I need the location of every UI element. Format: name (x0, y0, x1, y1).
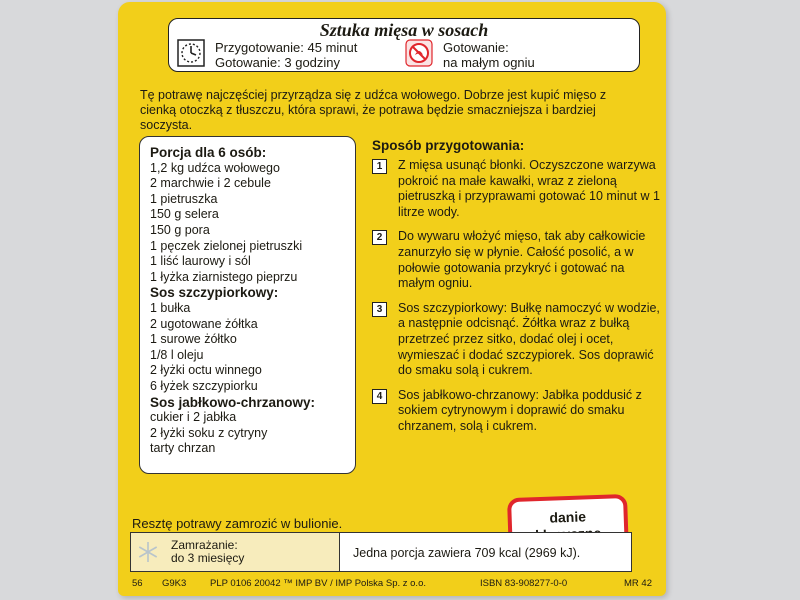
step-text: Z mięsa usunąć błonki. Oczyszczone warzywa pokroić na małe kawałki, wraz z zieloną pietruszką i przyprawami gotować 10 minut w 1 litrze wody. (398, 158, 660, 219)
step-number: 1 (372, 159, 387, 174)
ingredient-item: 1 liść laurowy i sól (150, 254, 251, 269)
clock-icon (177, 39, 205, 67)
step-text: Do wywaru włożyć mięso, tak aby całkowicie zanurzyło się w płynie. Całość posolić, a w połowie gotowania przykryć i gotować na małym ogniu. (398, 229, 646, 291)
low-flame-icon (405, 39, 433, 67)
step-text: Sos szczypiorkowy: Bułkę namoczyć w wodzie, a następnie odcisnąć. Żółtka wraz z bułką przetrzeć przez sitko, dodać olej i ocet, wymieszać i dodać szczypiorek. Sos doprawić do smaku solą i cukrem. (398, 300, 660, 378)
ingredient-item: 1 surowe żółtko (150, 332, 237, 347)
freezing-label: Zamrażanie: (171, 538, 238, 552)
freezing-duration: do 3 miesięcy (171, 551, 245, 565)
sauce2-heading: Sos jabłkowo-chrzanowy: (150, 394, 316, 410)
ingredient-item: 150 g selera (150, 207, 219, 222)
ingredient-item: 2 marchwie i 2 cebule (150, 176, 271, 191)
ingredient-item: 1 łyżka ziarnistego pieprzu (150, 269, 298, 284)
method-step (372, 301, 662, 379)
step-number: 3 (372, 302, 387, 317)
ingredient-item: 1 pęczek zielonej pietruszki (150, 238, 303, 253)
sauce1-heading: Sos szczypiorkowy: (150, 285, 279, 301)
freeze-note: Resztę potrawy zamrozić w bulionie. (132, 516, 343, 531)
cooking-heat: na małym ogniu (443, 55, 535, 70)
recipe-card (118, 2, 666, 596)
info-bar (130, 532, 632, 572)
step-text: Sos jabłkowo-chrzanowy: Jabłka poddusić z sokiem cytrynowym i doprawić do smaku chrzanem, solą i cukrem. (398, 387, 642, 433)
ingredient-item: 150 g pora (150, 222, 210, 237)
method-heading: Sposób przygotowania: (372, 138, 525, 153)
ingredient-item: cukier i 2 jabłka (150, 410, 237, 425)
footer-page: 56 (132, 578, 143, 589)
ingredient-item: 1 bułka (150, 300, 191, 315)
method-section (372, 138, 662, 444)
ingredient-item: 1/8 l oleju (150, 347, 204, 362)
ingredient-item: 1,2 kg udźca wołowego (150, 160, 280, 175)
badge-line1: danie (549, 508, 587, 526)
method-step (372, 158, 662, 220)
intro-text: Tę potrawę najczęściej przyrządza się z udźca wołowego. Dobrze jest kupić mięso z cienką otoczką z tłuszczu, która sprawi, że potrawa będzie smaczniejsza i bardziej soczysta. (140, 88, 607, 132)
freezing-info (131, 533, 340, 571)
cooking-label: Gotowanie: (443, 40, 509, 55)
footer-isbn: ISBN 83-908277-0-0 (480, 578, 568, 589)
recipe-title: Sztuka mięsa w sosach (319, 20, 489, 40)
cook-time: Gotowanie: 3 godziny (215, 55, 341, 70)
ingredient-item: 2 ugotowane żółtka (150, 316, 258, 331)
snowflake-icon (137, 541, 159, 563)
ingredient-item: tarty chrzan (150, 441, 216, 456)
method-step (372, 229, 662, 291)
ingredient-item: 1 pietruszka (150, 191, 218, 206)
method-step (372, 388, 662, 435)
step-number: 4 (372, 389, 387, 404)
calorie-info: Jedna porcja zawiera 709 kcal (2969 kJ). (353, 546, 581, 560)
step-number: 2 (372, 230, 387, 245)
portion-heading: Porcja dla 6 osób: (150, 145, 267, 160)
ingredient-item: 2 łyżki soku z cytryny (150, 425, 268, 440)
footer-publisher: PLP 0106 20042 ™ IMP BV / IMP Polska Sp. z o.o. (210, 578, 426, 589)
footer-ref: MR 42 (624, 578, 652, 589)
footer-code: G9K3 (162, 578, 187, 589)
ingredient-item: 2 łyżki octu winnego (150, 363, 262, 378)
ingredient-item: 6 łyżek szczypiorku (150, 378, 258, 393)
prep-time: Przygotowanie: 45 minut (215, 40, 358, 55)
ingredients-box (139, 136, 356, 474)
title-box (168, 18, 640, 72)
